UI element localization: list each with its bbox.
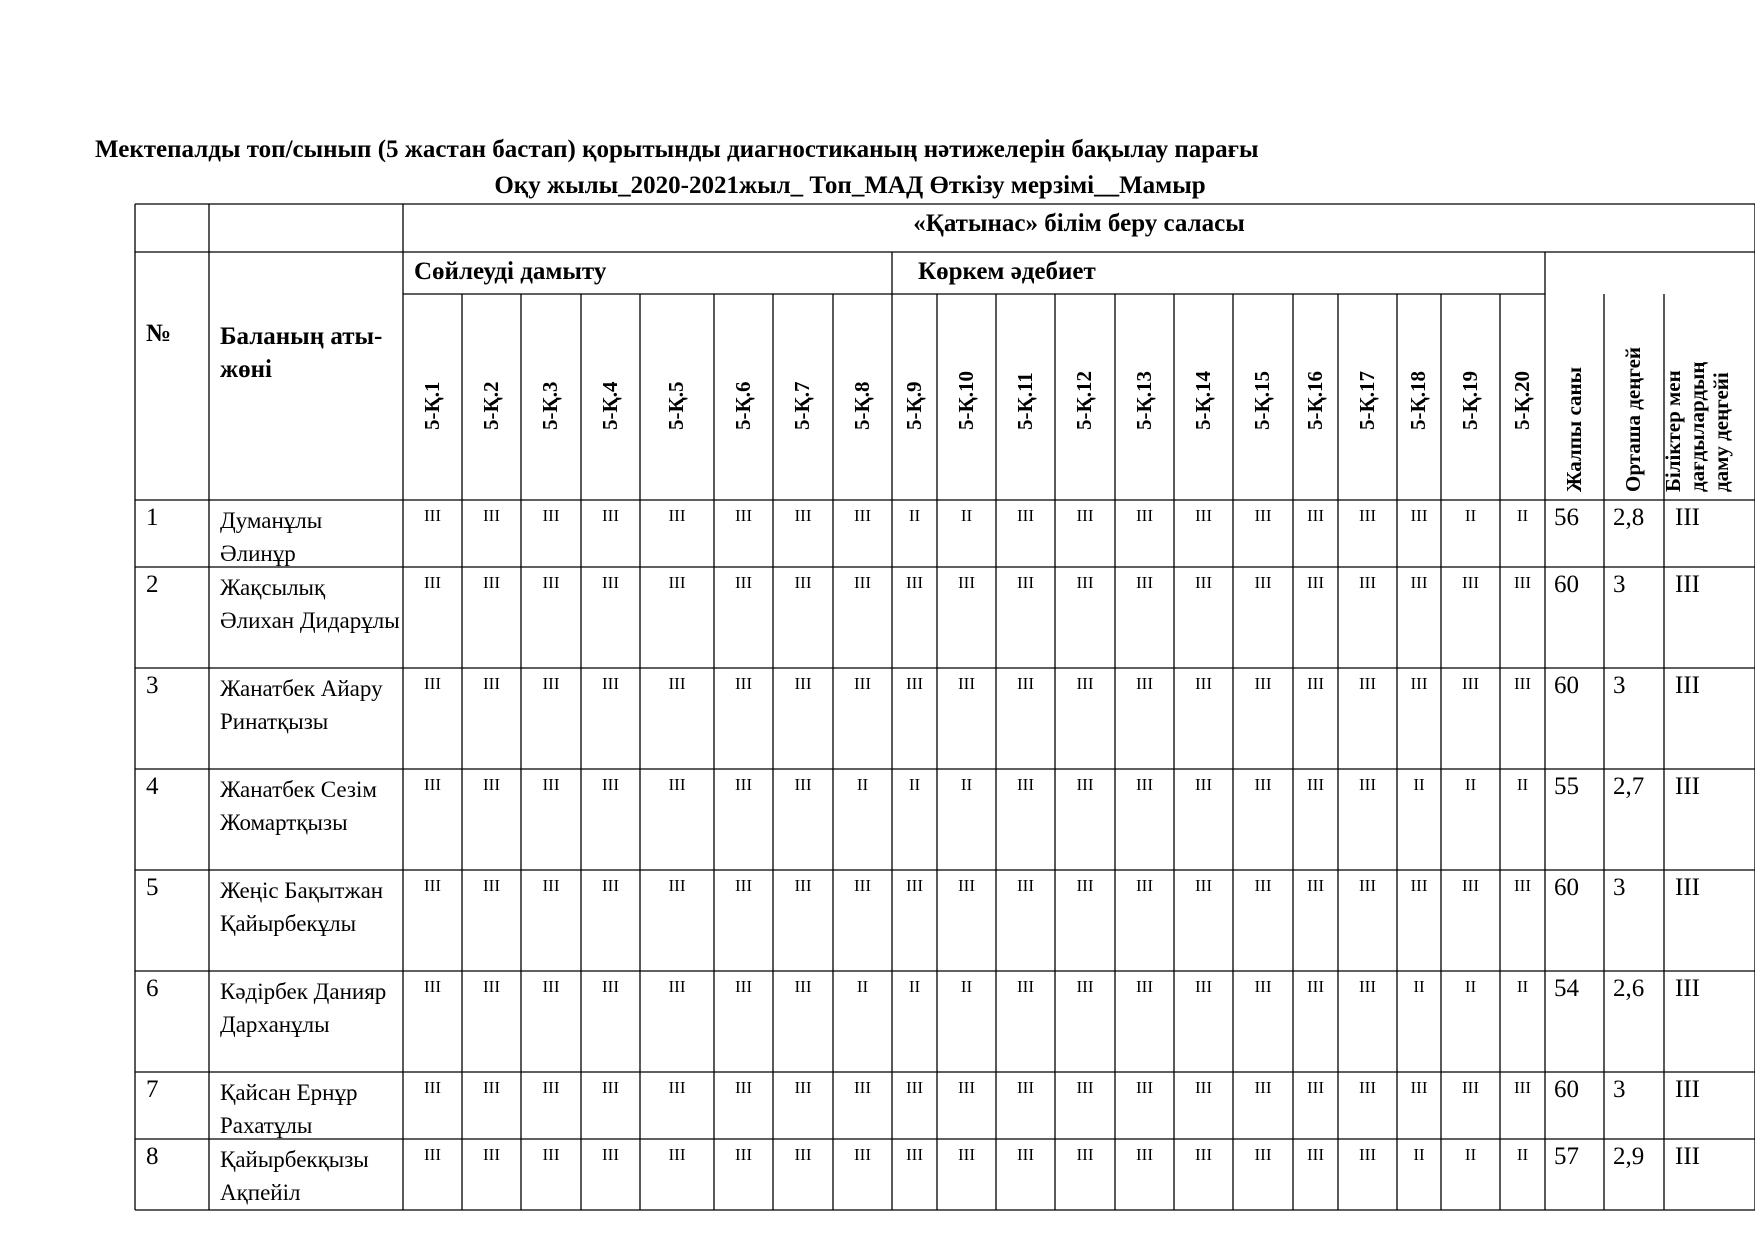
criterion-mark: II [1464,977,1477,996]
criterion-mark: III [1076,674,1094,693]
criterion-mark: III [1195,573,1212,592]
criterion-mark: III [1076,506,1094,525]
row-number: 2 [146,571,159,598]
criterion-mark: II [856,977,869,996]
criterion-mark: III [1359,1078,1376,1097]
criterion-mark: III [854,674,871,693]
criterion-mark: III [1307,1078,1324,1097]
criterion-mark: III [542,977,560,996]
row-number: 3 [146,672,159,699]
criterion-mark: III [602,506,619,525]
criterion-mark: III [602,977,619,996]
criterion-mark: III [602,674,619,693]
criterion-mark: III [906,674,923,693]
criterion-mark: III [1195,1145,1212,1164]
vertical-header-text: 5-Қ.20 [1509,371,1534,430]
criterion-mark: III [1017,1145,1034,1164]
child-name: Қайсан Ернұр Рахатұлы [220,1080,358,1138]
child-name: Қайырбекқызы Ақпейіл [220,1147,369,1205]
vertical-header-text: 5-Қ.5 [664,381,688,430]
criterion-mark: III [602,573,619,592]
criterion-mark: II [1413,1145,1425,1164]
criterion-mark: III [906,1078,923,1097]
criterion-mark: III [1462,674,1479,693]
criterion-mark: III [1195,775,1212,794]
criterion-mark: III [1254,1078,1272,1097]
criterion-mark: II [908,977,921,996]
criterion-mark: III [1410,674,1428,693]
criterion-mark: III [542,674,560,693]
criterion-mark: III [1017,506,1034,525]
vertical-header-text: 5-Қ.17 [1354,371,1379,430]
col-header-name: Баланың аты-жөні [220,323,383,383]
criterion-header [714,294,773,500]
vertical-header-text: 5-Қ.3 [538,381,562,430]
criterion-mark: III [1136,1145,1153,1164]
criterion-mark: III [1195,506,1212,525]
row-level: III [1675,975,1700,1002]
criterion-mark: III [1410,1078,1428,1097]
criterion-mark: III [1254,573,1272,592]
criterion-mark: III [794,506,812,525]
criterion-mark: III [668,1145,686,1164]
row-total: 54 [1554,975,1579,1002]
criterion-mark: III [1410,506,1428,525]
section-header-speech: Сөйлеуді дамыту [414,258,607,285]
criterion-header [1338,294,1397,500]
criterion-mark: III [735,506,752,525]
criterion-mark: III [1195,674,1212,693]
criterion-mark: III [542,573,560,592]
row-total: 60 [1554,874,1579,901]
criterion-mark: III [1254,506,1272,525]
criterion-mark: III [1136,977,1153,996]
row-number: 7 [146,1076,159,1103]
vertical-header-text: 5-Қ.7 [790,381,814,430]
row-level: III [1675,672,1700,699]
criterion-mark: III [958,1078,975,1097]
criterion-mark: III [735,1078,752,1097]
criterion-mark: III [483,775,500,794]
criterion-mark: III [794,977,812,996]
criterion-mark: II [1516,775,1529,794]
criterion-header [1397,294,1441,500]
criterion-mark: III [1076,573,1094,592]
criterion-mark: III [1254,674,1272,693]
criterion-mark: III [602,876,619,895]
vertical-header-text: 5-Қ.10 [953,371,978,430]
row-level: III [1675,571,1700,598]
criterion-mark: III [1136,1078,1153,1097]
criterion-mark: II [856,775,869,794]
criterion-mark: III [542,506,560,525]
criterion-mark: III [794,573,812,592]
criterion-mark: II [1464,775,1477,794]
criterion-mark: III [668,506,686,525]
criterion-mark: III [794,775,812,794]
criterion-mark: III [1410,573,1428,592]
criterion-mark: III [854,1078,871,1097]
criterion-mark: III [1359,674,1376,693]
criterion-mark: III [794,1145,812,1164]
criterion-mark: III [1359,1145,1376,1164]
criterion-mark: III [1514,1078,1531,1097]
criterion-mark: III [1017,775,1034,794]
vertical-header-text: 5-Қ.2 [478,381,503,430]
criterion-mark: III [1359,573,1376,592]
row-total: 60 [1554,571,1579,598]
criterion-mark: III [483,977,500,996]
criterion-mark: III [906,1145,923,1164]
row-total: 60 [1554,672,1579,699]
criterion-mark: II [1413,775,1425,794]
criterion-mark: III [1254,977,1272,996]
criterion-mark: III [483,573,500,592]
row-total: 56 [1554,504,1579,531]
child-name: Жанатбек Сезім Жомартқызы [220,777,377,835]
row-total: 60 [1554,1076,1579,1103]
vertical-header-text: 5-Қ.15 [1250,371,1274,430]
row-average: 3 [1613,672,1626,699]
vertical-header-text: Біліктер мен [1661,370,1685,492]
criterion-mark: III [542,1145,560,1164]
criterion-mark: III [1254,775,1272,794]
criterion-mark: III [1462,1078,1479,1097]
criterion-mark: II [1464,506,1477,525]
criterion-mark: III [1254,876,1272,895]
criterion-mark: III [1359,977,1376,996]
criterion-mark: III [1076,977,1094,996]
row-number: 8 [146,1143,159,1170]
criterion-mark: III [668,977,686,996]
criterion-mark: III [424,1078,441,1097]
criterion-mark: III [542,1078,560,1097]
criterion-mark: III [1076,1078,1094,1097]
criterion-mark: III [958,674,975,693]
criterion-mark: III [1359,876,1376,895]
vertical-header-text: 5-Қ.14 [1190,371,1215,430]
vertical-header-text: 5-Қ.8 [849,381,874,430]
criterion-mark: III [1136,775,1153,794]
criterion-mark: III [958,573,975,592]
criterion-mark: III [735,674,752,693]
child-name: Думанұлы Әлинұр [220,508,323,566]
criterion-header [1293,294,1338,500]
criterion-mark: III [602,775,619,794]
row-total: 55 [1554,773,1579,800]
criterion-mark: III [483,1145,500,1164]
criterion-mark: III [1514,876,1531,895]
row-average: 2,8 [1613,504,1645,531]
criterion-mark: III [906,876,923,895]
col-header-average [1604,294,1664,500]
vertical-header-text: 5-Қ.1 [419,381,444,430]
criterion-mark: III [735,775,752,794]
criterion-mark: III [668,573,686,592]
criterion-mark: III [483,506,500,525]
criterion-header [892,294,937,500]
criterion-mark: III [424,876,441,895]
criterion-mark: III [1359,775,1376,794]
criterion-mark: III [1136,573,1153,592]
criterion-mark: III [1307,506,1324,525]
criterion-mark: III [1076,775,1094,794]
criterion-mark: III [1462,876,1479,895]
child-name: Жанатбек Айару Ринатқызы [220,676,383,734]
row-average: 3 [1613,571,1626,598]
criterion-header [521,294,581,500]
criterion-mark: II [1464,1145,1477,1164]
criterion-mark: III [424,1145,441,1164]
area-header: «Қатынас» білім беру саласы [913,210,1245,237]
criterion-mark: II [1516,977,1529,996]
criterion-header [403,294,462,500]
vertical-header-text: даму деңгейі [1709,372,1733,492]
row-level: III [1675,1143,1700,1170]
row-number: 5 [146,874,159,901]
criterion-mark: III [1307,876,1324,895]
criterion-mark: III [424,573,441,592]
criterion-mark: III [1017,876,1034,895]
criterion-mark: II [1413,977,1425,996]
criterion-mark: III [958,1145,975,1164]
criterion-mark: III [1254,1145,1272,1164]
criterion-mark: III [483,1078,500,1097]
row-number: 1 [146,504,159,531]
criterion-mark: III [735,1145,752,1164]
page-title: Мектепалды топ/сынып (5 жастан бастап) қорытынды диагностиканың нәтижелерін бақылау парағы [95,136,1259,163]
vertical-header-text: 5-Қ.12 [1072,371,1096,430]
child-name: Жақсылық Әлихан Дидарұлы [220,575,400,633]
row-average: 2,7 [1613,773,1645,800]
criterion-mark: III [668,876,686,895]
criterion-mark: III [1076,876,1094,895]
criterion-header [773,294,833,500]
criterion-mark: II [1516,506,1529,525]
child-name: Жеңіс Бақытжан Қайырбекұлы [220,878,384,936]
criterion-mark: III [735,876,752,895]
criterion-mark: III [424,775,441,794]
criterion-mark: III [1136,506,1153,525]
criterion-header [1441,294,1500,500]
criterion-mark: III [1136,876,1153,895]
vertical-header-text: 5-Қ.9 [901,381,926,430]
criterion-mark: II [908,775,921,794]
criterion-mark: III [1195,876,1212,895]
criterion-mark: III [854,876,871,895]
criterion-header [937,294,996,500]
criterion-mark: III [735,977,752,996]
criterion-mark: III [958,876,975,895]
row-number: 4 [146,773,159,800]
vertical-header-text: 5-Қ.19 [1457,371,1482,430]
row-number: 6 [146,975,159,1002]
criterion-mark: III [735,573,752,592]
vertical-header-text: Орташа деңгей [1621,346,1645,492]
row-level: III [1675,504,1700,531]
page-subtitle: Оқу жылы_2020-2021жыл_ Топ_МАД Өткізу мерзімі__Мамыр [494,172,1206,199]
row-total: 57 [1554,1143,1579,1170]
criterion-mark: III [1307,775,1324,794]
criterion-mark: III [1410,876,1428,895]
criterion-mark: III [794,1078,812,1097]
vertical-header-text: 5-Қ.6 [730,381,755,430]
criterion-mark: III [602,1078,619,1097]
col-header-level [1661,294,1755,500]
criterion-mark: III [424,674,441,693]
criterion-header [1233,294,1293,500]
criterion-mark: III [424,506,441,525]
criterion-mark: III [794,876,812,895]
criterion-mark: III [542,775,560,794]
criterion-mark: II [960,977,973,996]
criterion-mark: III [424,977,441,996]
criterion-header [996,294,1055,500]
criterion-mark: III [1307,573,1324,592]
criterion-mark: III [1017,1078,1034,1097]
criterion-mark: III [1195,1078,1212,1097]
section-header-literature: Көркем әдебиет [918,258,1096,285]
criterion-mark: III [483,674,500,693]
criterion-mark: II [960,775,973,794]
criterion-mark: III [1017,573,1034,592]
criterion-mark: III [1307,977,1324,996]
criterion-mark: III [1514,674,1531,693]
row-level: III [1675,1076,1700,1103]
criterion-mark: III [1076,1145,1094,1164]
criterion-mark: III [1017,977,1034,996]
criterion-mark: III [794,674,812,693]
child-name: Кәдірбек Данияр Дарханұлы [220,979,387,1037]
vertical-header-text: 5-Қ.16 [1302,371,1327,430]
criterion-header [640,294,714,500]
criterion-mark: III [483,876,500,895]
criterion-mark: II [960,506,973,525]
row-level: III [1675,773,1700,800]
criterion-mark: III [1017,674,1034,693]
criterion-header [1115,294,1174,500]
criterion-mark: III [542,876,560,895]
criterion-mark: III [1136,674,1153,693]
row-level: III [1675,874,1700,901]
vertical-header-text: 5-Қ.4 [597,381,622,430]
criterion-mark: III [854,573,871,592]
criterion-mark: III [1514,573,1531,592]
criterion-mark: III [1307,1145,1324,1164]
row-average: 3 [1613,1076,1626,1103]
vertical-header-text: 5-Қ.13 [1131,371,1156,430]
col-header-total [1545,294,1604,500]
criterion-mark: III [854,1145,871,1164]
criterion-mark: III [668,1078,686,1097]
criterion-header [833,294,892,500]
criterion-mark: III [1462,573,1479,592]
criterion-mark: III [854,506,871,525]
criterion-mark: III [1195,977,1212,996]
vertical-header-text: 5-Қ.18 [1406,371,1430,430]
criterion-header [581,294,640,500]
criterion-header [462,294,521,500]
vertical-header-text: 5-Қ.11 [1012,372,1037,430]
criterion-header [1500,294,1545,500]
col-header-no: № [146,320,172,347]
criterion-mark: III [602,1145,619,1164]
row-average: 2,6 [1613,975,1645,1002]
row-average: 2,9 [1613,1143,1645,1170]
vertical-header-text: дағдылардың [1685,361,1709,492]
criterion-mark: III [1359,506,1376,525]
criterion-header [1055,294,1115,500]
criterion-mark: III [668,775,686,794]
row-average: 3 [1613,874,1626,901]
criterion-mark: III [668,674,686,693]
vertical-header-text: Жалпы саны [1561,366,1586,492]
criterion-mark: III [1307,674,1324,693]
criterion-mark: III [906,573,923,592]
criterion-header [1174,294,1233,500]
criterion-mark: II [908,506,921,525]
criterion-mark: II [1516,1145,1529,1164]
